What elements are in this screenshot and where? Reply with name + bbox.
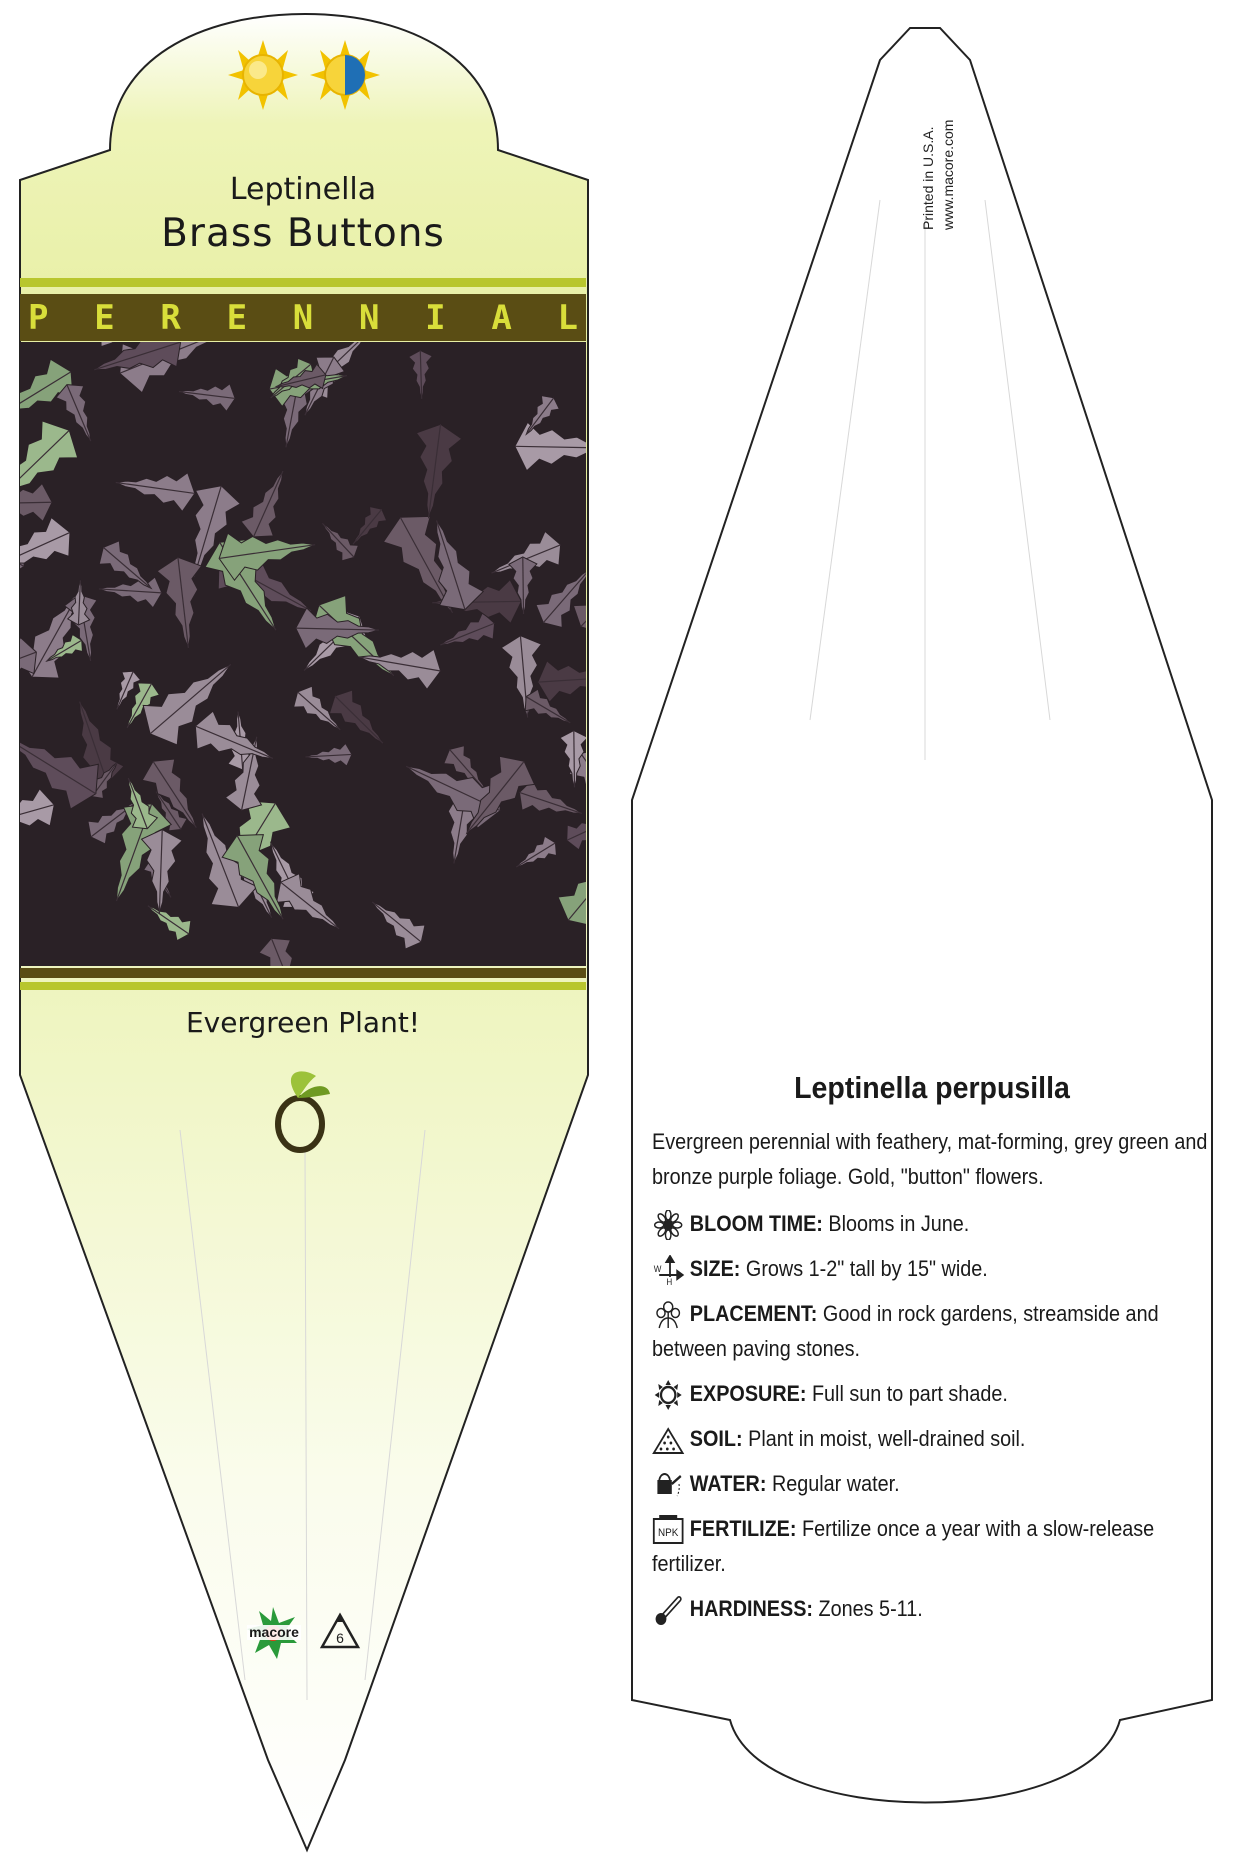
category-banner-letter: R [160, 297, 181, 338]
fern-frond [406, 421, 463, 520]
size-icon-w: W [653, 1263, 662, 1275]
size-icon-h: H [666, 1276, 673, 1286]
attribute-fertilize [652, 1511, 1210, 1581]
fern-frond [141, 896, 196, 945]
evergreen-icon [270, 1068, 334, 1154]
attribute-soil [652, 1421, 1210, 1456]
full-sun-icon [228, 40, 298, 110]
attribute-label: PLACEMENT: [689, 1301, 818, 1326]
plant-description: Evergreen perennial with feathery, mat-forming, grey green and bronze purple foliage. Gold, "button" flowers. [652, 1129, 1208, 1189]
category-banner-text [20, 298, 586, 338]
thermometer-icon [652, 1595, 684, 1625]
attribute-label: SOIL: [689, 1426, 743, 1451]
fern-frond [362, 890, 431, 954]
fern-frond [72, 342, 121, 351]
macore-logo-text: macore [249, 1624, 299, 1640]
fern-frond [177, 378, 237, 413]
recycle-icon [318, 1612, 362, 1652]
attribute-label: BLOOM TIME: [689, 1211, 823, 1236]
attribute-value: Full sun to part shade. [811, 1381, 1008, 1406]
attribute-value: Plant in moist, well-drained soil. [748, 1426, 1026, 1451]
recycle-code: 6 [336, 1630, 344, 1646]
feature-text: Evergreen Plant! [185, 1006, 421, 1039]
scientific-name: Leptinella perpusilla [794, 1070, 1070, 1105]
category-banner-letter: L [557, 297, 578, 338]
placement-icon [652, 1300, 684, 1330]
category-banner-letter: I [425, 297, 446, 338]
fern-frond [323, 684, 394, 755]
photo-rule-green [20, 982, 586, 990]
npk-text: NPK [658, 1527, 679, 1540]
fern-frond [156, 555, 211, 651]
attribute-value: Grows 1-2" tall by 15" wide. [745, 1256, 988, 1281]
fern-frond [344, 502, 390, 551]
sun-icon [652, 1380, 684, 1410]
soil-icon [652, 1425, 684, 1455]
watering-can-icon [652, 1470, 684, 1500]
fern-frond [20, 483, 53, 522]
website: www.macore.com [940, 119, 956, 230]
attribute-value: Blooms in June. [828, 1211, 970, 1236]
category-banner-letter: N [358, 297, 380, 338]
attribute-label: EXPOSURE: [689, 1381, 807, 1406]
attribute-placement [652, 1296, 1210, 1366]
sun-exposure-icons [220, 38, 390, 112]
fern-frond [510, 833, 561, 876]
category-banner [20, 294, 586, 341]
fern-frond [530, 558, 586, 634]
plant-info [652, 1070, 1212, 1636]
category-banner-letter: P [28, 297, 49, 338]
attribute-value: Zones 5-11. [818, 1596, 923, 1621]
attribute-bloom-time [652, 1206, 1210, 1241]
fern-frond [536, 656, 586, 703]
fern-frond [256, 932, 313, 966]
attribute-size [652, 1251, 1210, 1286]
flower-icon [652, 1210, 684, 1240]
printed-note: Printed in U.S.A. [920, 126, 936, 230]
fern-frond [20, 513, 79, 588]
fern-frond [20, 786, 60, 845]
size-icon [652, 1255, 684, 1285]
fern-frond [113, 463, 197, 513]
fern-frond [514, 422, 586, 472]
fern-frond [408, 350, 433, 399]
npk-icon [652, 1515, 684, 1545]
attribute-value: Regular water. [771, 1471, 900, 1496]
header-rule-green [20, 278, 586, 287]
attribute-label: HARDINESS: [689, 1596, 814, 1621]
fern-frond [237, 464, 299, 544]
attribute-value: Good in rock gardens, streamside and between paving stones. [652, 1301, 1159, 1361]
part-shade-icon [310, 40, 380, 110]
attribute-water [652, 1466, 1210, 1501]
attribute-hardiness [652, 1591, 1210, 1626]
fern-frond [305, 743, 353, 768]
attribute-value: Fertilize once a year with a slow-release fertilizer. [652, 1516, 1155, 1576]
plant-photo-foliage [20, 342, 586, 966]
variety-name: Brass Buttons [161, 211, 445, 256]
photo-rule-dark [20, 968, 586, 978]
common-name: Leptinella [229, 172, 377, 207]
category-banner-letter: E [94, 297, 115, 338]
attribute-label: SIZE: [689, 1256, 741, 1281]
attribute-exposure [652, 1376, 1210, 1411]
category-banner-letter: E [226, 297, 248, 338]
category-banner-letter: A [491, 297, 512, 338]
plant-photo [20, 342, 586, 966]
attribute-label: FERTILIZE: [689, 1516, 797, 1541]
attribute-label: WATER: [689, 1471, 767, 1496]
category-banner-letter: N [292, 297, 314, 338]
